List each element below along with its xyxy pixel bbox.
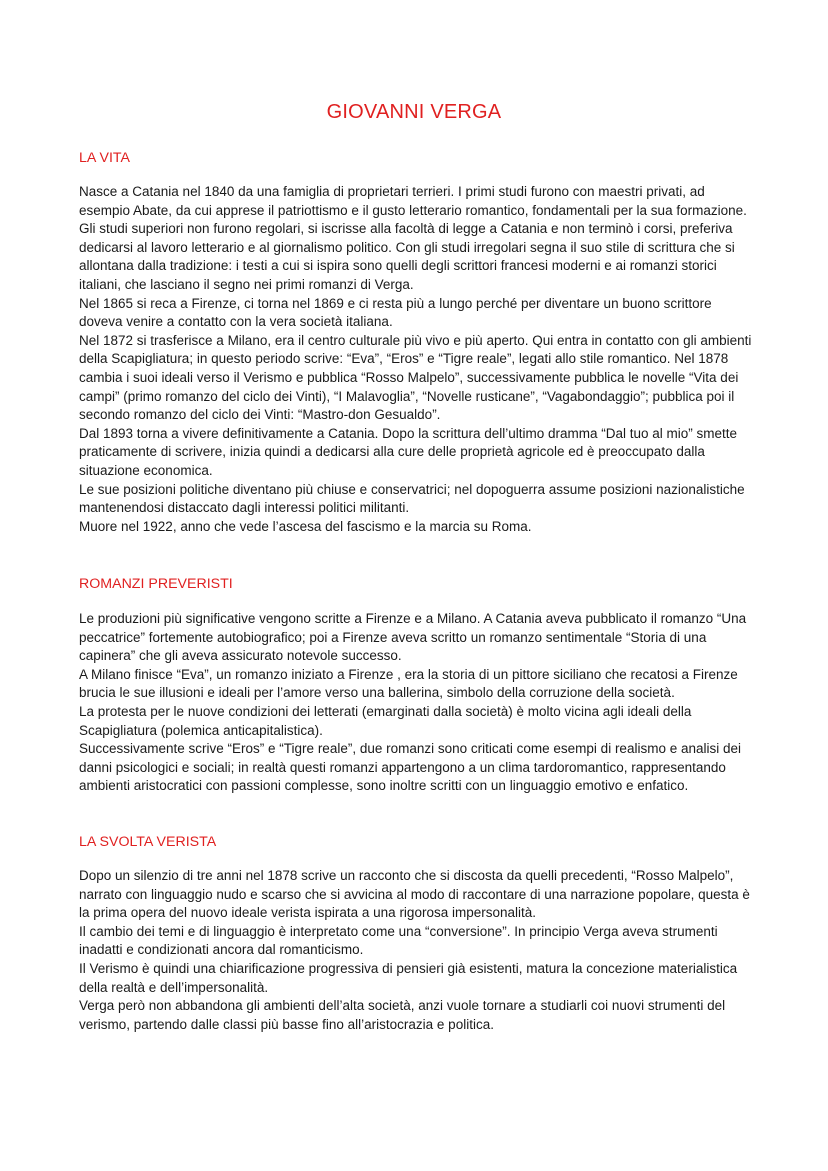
paragraph: Dopo un silenzio di tre anni nel 1878 scrive un racconto che si discosta da quelli precedenti, “Rosso Malpelo”, narrato con linguaggio nudo e scarso che si avvicina al modo di raccontare di una narrazione popolare, questa è la prima opera del nuovo ideale verista ispirata a una rigorosa impersonalità.: [79, 868, 750, 921]
paragraph: A Milano finisce “Eva”, un romanzo iniziato a Firenze , era la storia di un pittore siciliano che recatosi a Firenze brucia le sue illusioni e ideali per l’amore verso una ballerina, simbolo della corruzione della società.: [79, 666, 738, 701]
paragraph: Gli studi superiori non furono regolari, si iscrisse alla facoltà di legge a Catania e non terminò i corsi, preferiva dedicarsi al lavoro letterario e al giornalismo politico. Con gli studi irregolari segna il suo stile di scrittura che si allontana dalla tradizione: i testi a cui si ispira sono quelli degli scrittori francesi moderni e ai romanzi storici italiani, che lasciano il segno nei primi romanzi di Verga.: [79, 221, 735, 292]
section-heading-la-vita: LA VITA: [79, 150, 130, 166]
paragraph: Il cambio dei temi e di linguaggio è interpretato come una “conversione”. In principio Verga aveva strumenti inadatti e condizionati ancora dal romanticismo.: [79, 923, 718, 958]
paragraph: Verga però non abbandona gli ambienti dell’alta società, anzi vuole tornare a studiarli coi nuovi strumenti del verismo, partendo dalle classi più basse fino all’aristocrazia e politica.: [79, 998, 726, 1032]
paragraph: Nasce a Catania nel 1840 da una famiglia di proprietari terrieri. I primi studi furono con maestri privati, ad esempio Abate, da cui apprese il patriottismo e il gusto letterario romantico, fondamentali per la sua formazione.: [79, 184, 747, 218]
paragraph: Nel 1865 si reca a Firenze, ci torna nel 1869 e ci resta più a lungo perché per diventare un buono scrittore doveva venire a contatto con la vera società italiana.: [79, 295, 712, 330]
paragraph: La protesta per le nuove condizioni dei letterati (emarginati dalla società) è molto vicina agli ideali della Scapigliatura (polemica anticapitalistica).: [79, 703, 692, 738]
paragraph: Il Verismo è quindi una chiarificazione progressiva di pensieri già esistenti, matura la concezione materialistica della realtà e dell’impersonalità.: [79, 960, 738, 995]
section-heading-la-svolta-verista: LA SVOLTA VERISTA: [79, 834, 217, 850]
paragraph: Le sue posizioni politiche diventano più chiuse e conservatrici; nel dopoguerra assume posizioni nazionalistiche mantenendosi distaccato dagli interessi politici militanti.: [79, 481, 745, 516]
paragraph: Nel 1872 si trasferisce a Milano, era il centro culturale più vivo e più aperto. Qui entra in contatto con gli ambienti della Scapigliatura; in questo periodo scrive: “Eva”, “Eros” e “Tigre reale”, legati allo stile romantico. Nel 1878 cambia i suoi ideali verso il Verismo e pubblica “Rosso Malpelo”, successivamente pubblica le novelle “Vita dei campi” (primo romanzo del ciclo dei Vinti), “I Malavoglia”, “Novelle rusticane”, “Vagabondaggio”; pubblica poi il secondo romanzo del ciclo dei Vinti: “Mastro-don Gesualdo”.: [79, 332, 752, 423]
paragraph: Dal 1893 torna a vivere definitivamente a Catania. Dopo la scrittura dell’ultimo dramma “Dal tuo al mio” smette praticamente di scrivere, inizia quindi a dedicarsi alla cure delle proprietà agricole ed è preoccupato dalla situazione economica.: [79, 425, 738, 478]
section-body-la-svolta-verista: [79, 867, 755, 1034]
section-body-la-vita: [79, 183, 755, 536]
section-heading-romanzi-preveristi: ROMANZI PREVERISTI: [79, 576, 233, 592]
paragraph: Le produzioni più significative vengono scritte a Firenze e a Milano. A Catania aveva pubblicato il romanzo “Una peccatrice” fortemente autobiografico; poi a Firenze aveva scritto un romanzo sentimentale “Storia di una capinera” che gli aveva assicurato notevole successo.: [79, 611, 747, 664]
paragraph: Muore nel 1922, anno che vede l’ascesa del fascismo e la marcia su Roma.: [79, 518, 532, 534]
paragraph: Successivamente scrive “Eros” e “Tigre reale”, due romanzi sono criticati come esempi di realismo e analisi dei danni psicologici e sociali; in realtà questi romanzi appartengono a un clima tardoromantico, rappresentando ambienti aristocratici con passioni complesse, sono inoltre scritti con un linguaggio emotivo e enfatico.: [79, 741, 742, 794]
page-title: GIOVANNI VERGA: [326, 101, 502, 123]
section-body-romanzi-preveristi: [79, 610, 755, 796]
